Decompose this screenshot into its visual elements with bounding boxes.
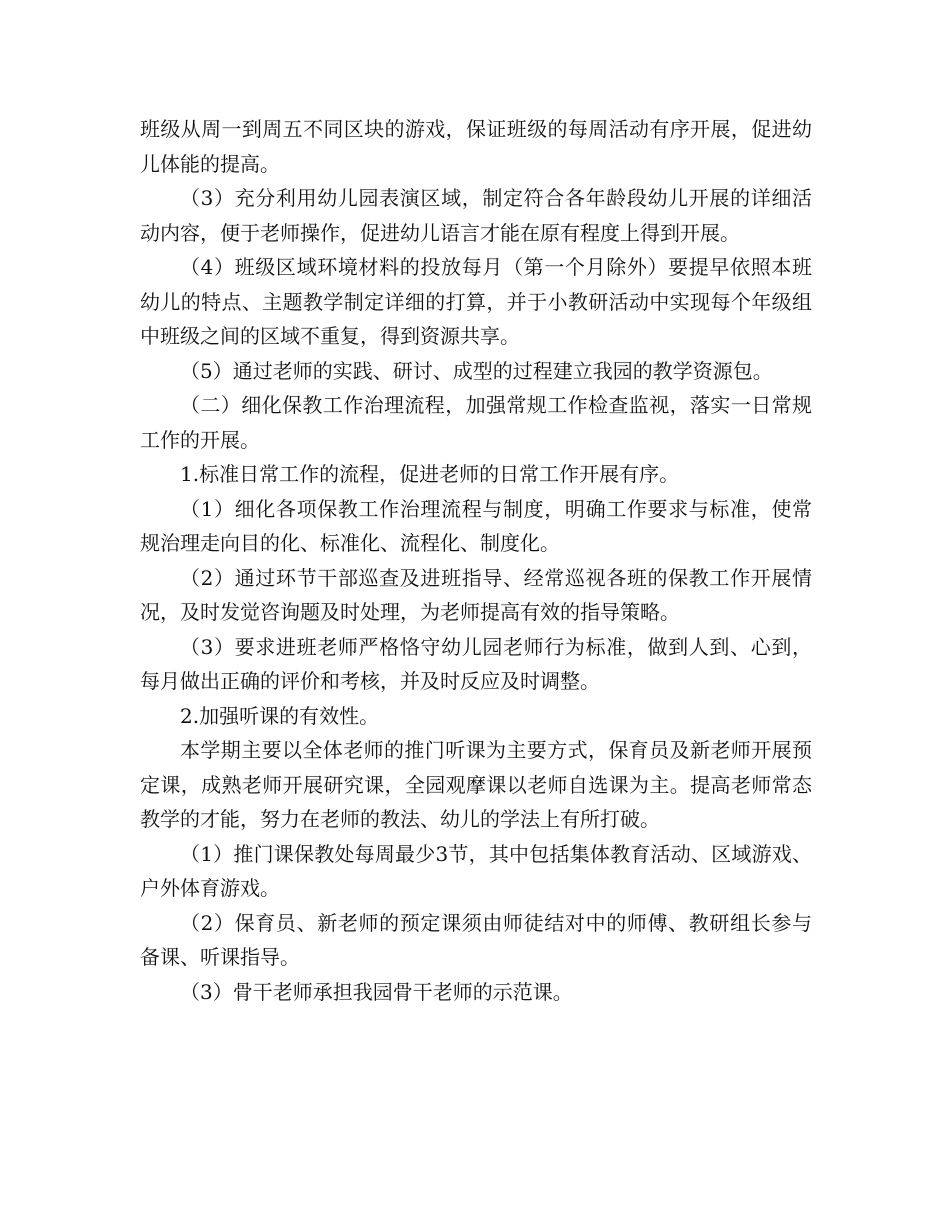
subheading-1: 1.标准日常工作的流程，促进老师的日常工作开展有序。 [180,462,680,486]
paragraph-4: （5）通过老师的实践、研讨、成型的过程建立我园的教学资源包。 [180,358,773,383]
paragraph-14: （3）骨干老师承担我园骨干老师的示范课。 [180,979,573,1004]
paragraph-2: （3）充分利用幼儿园表演区域，制定符合各年龄段幼儿开展的详细活动内容，便于老师操作，促进幼儿语言才能在原有程度上得到开展。 [140,186,812,245]
paragraph-7: （1）细化各项保教工作治理流程与制度，明确工作要求与标准，使常规治理走向目的化、标准化、流程化、制度化。 [140,496,812,555]
document-page [140,112,812,1009]
paragraph-8: （2）通过环节干部巡查及进班指导、经常巡视各班的保教工作开展情况，及时发觉咨询题及时处理，为老师提高有效的指导策略。 [140,565,812,624]
paragraph-12: （1）推门课保教处每周最少3节，其中包括集体教育活动、区域游戏、户外体育游戏。 [140,841,812,900]
paragraph-13: （2）保育员、新老师的预定课须由师徒结对中的师傅、教研组长参与备课、听课指导。 [140,910,812,969]
paragraph-3: （4）班级区域环境材料的投放每月（第一个月除外）要提早依照本班幼儿的特点、主题教学制定详细的打算，并于小教研活动中实现每个年级组中班级之间的区域不重复，得到资源共享。 [140,255,812,348]
subheading-2: 2.加强听课的有效性。 [180,703,380,728]
paragraph-1: 班级从周一到周五不同区块的游戏，保证班级的每周活动有序开展，促进幼儿体能的提高。 [140,117,812,176]
paragraph-9: （3）要求进班老师严格恪守幼儿园老师行为标准，做到人到、心到，每月做出正确的评价和考核，并及时反应及时调整。 [140,634,812,693]
section-heading-2: （二）细化保教工作治理流程，加强常规工作检查监视，落实一日常规工作的开展。 [140,393,812,452]
paragraph-11: 本学期主要以全体老师的推门听课为主要方式，保育员及新老师开展预定课，成熟老师开展研究课，全园观摩课以老师自选课为主。提高老师常态教学的才能，努力在老师的教法、幼儿的学法上有所打破。 [140,738,812,831]
